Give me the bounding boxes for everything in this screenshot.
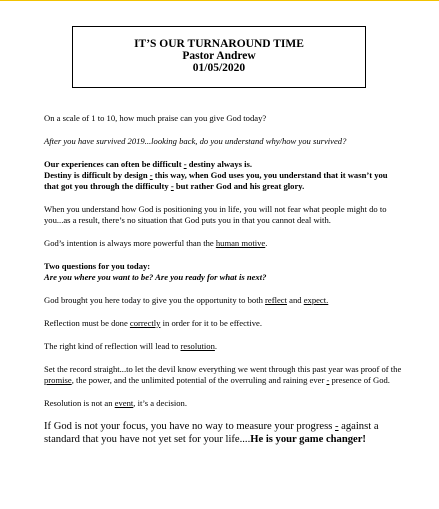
paragraph-positioning: When you understand how God is positioning you in life, you will not fear what people might do to you...as a result, there’s no situation that God puts you in that you cannot deal with. (44, 204, 387, 225)
paragraph-reflect-expect: God brought you here today to give you the opportunity to both reflect and expect. (44, 295, 329, 305)
paragraph-decision: Resolution is not an event, it’s a decision. (44, 398, 187, 408)
paragraph-two-questions: Two questions for you today: Are you where you want to be? Are you ready for what is next? (44, 261, 267, 282)
paragraph-resolution: The right kind of reflection will lead to resolution. (44, 341, 218, 351)
paragraph-destiny: Our experiences can often be difficult - destiny always is. Destiny is difficult by design - this way, when God uses you, you understand that it wasn’t you that got you through the difficulty - but rather God and his great glory. (44, 159, 388, 191)
page-title: IT’S OUR TURNAROUND TIME (134, 38, 304, 50)
sermon-date: 01/05/2020 (192, 62, 246, 74)
top-rule (0, 0, 439, 1)
paragraph-record-straight: Set the record straight...to let the devil know everything we went through this past year was proof of the promise, the power, and the unlimited potential of the overruling and raining ever - presence of God. (44, 364, 402, 385)
paragraph-survived-2019: After you have survived 2019...looking back, do you understand why/how you survived? (44, 136, 347, 146)
paragraph-praise-scale: On a scale of 1 to 10, how much praise can you give God today? (44, 113, 267, 123)
paragraph-reflection: Reflection must be done correctly in order for it to be effective. (44, 318, 262, 328)
paragraph-game-changer: If God is not your focus, you have no way to measure your progress - against a standard that you have not yet set for your life....He is your game changer! (44, 421, 379, 445)
sermon-notes (44, 113, 404, 446)
paragraph-intention: God’s intention is always more powerful than the human motive. (44, 238, 268, 248)
title-box (72, 26, 366, 88)
speaker-name: Pastor Andrew (182, 50, 256, 62)
